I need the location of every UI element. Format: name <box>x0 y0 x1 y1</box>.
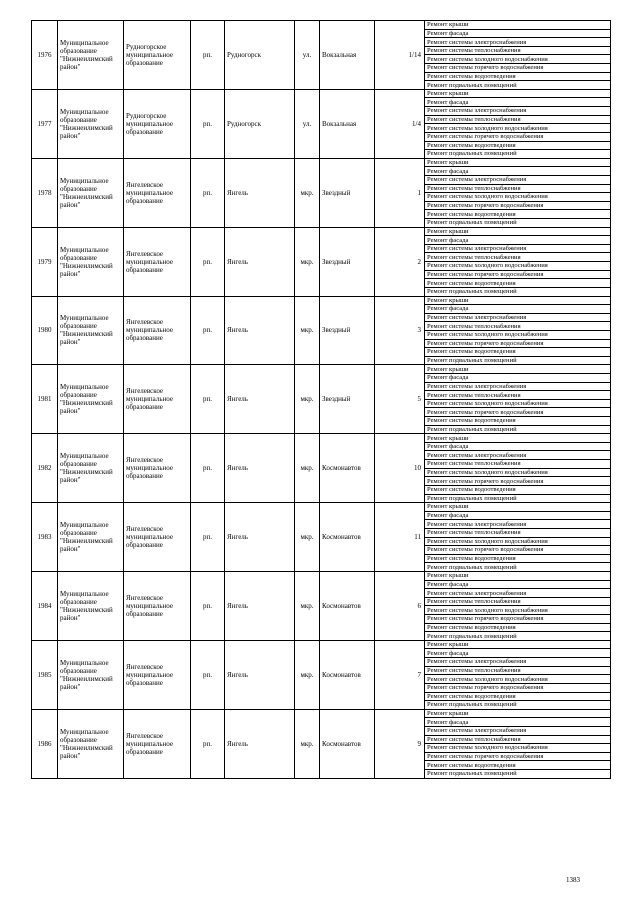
repair-work-cell: Ремонт крыши <box>425 89 611 98</box>
settlement-cell: Янгель <box>225 158 295 227</box>
repair-work-cell: Ремонт системы горячего водоснабжения <box>425 270 611 279</box>
settlement-cell: Янгель <box>225 709 295 778</box>
table-row <box>32 227 611 236</box>
repair-work-cell: Ремонт системы горячего водоснабжения <box>425 408 611 417</box>
repair-work-cell: Ремонт подвальных помещений <box>425 632 611 641</box>
repair-work-cell: Ремонт фасада <box>425 580 611 589</box>
repair-work-cell: Ремонт системы водоотведения <box>425 554 611 563</box>
row-number: 1980 <box>32 296 58 365</box>
repair-work-cell: Ремонт системы холодного водоснабжения <box>425 124 611 133</box>
repair-work-cell: Ремонт фасада <box>425 167 611 176</box>
house-number-cell: 6 <box>375 572 425 641</box>
repair-work-cell: Ремонт системы горячего водоснабжения <box>425 615 611 624</box>
repair-work-cell: Ремонт крыши <box>425 227 611 236</box>
street-type-cell: ул. <box>295 21 320 90</box>
repair-work-cell: Ремонт системы холодного водоснабжения <box>425 675 611 684</box>
street-type-cell: мкр. <box>295 434 320 503</box>
house-number-cell: 2 <box>375 227 425 296</box>
repair-work-cell: Ремонт системы горячего водоснабжения <box>425 339 611 348</box>
municipality-cell: Янгелевское муниципальное образование <box>124 640 191 709</box>
street-cell: Космонавтов <box>320 709 375 778</box>
repair-work-cell: Ремонт системы горячего водоснабжения <box>425 132 611 141</box>
municipality-cell: Рудногорское муниципальное образование <box>124 89 191 158</box>
street-type-cell: мкр. <box>295 572 320 641</box>
repair-work-cell: Ремонт крыши <box>425 640 611 649</box>
settlement-type-cell: рп. <box>191 640 225 709</box>
house-number-cell: 1/4 <box>375 89 425 158</box>
settlement-type-cell: рп. <box>191 296 225 365</box>
repair-work-cell: Ремонт подвальных помещений <box>425 563 611 572</box>
repair-work-cell: Ремонт подвальных помещений <box>425 701 611 710</box>
settlement-type-cell: рп. <box>191 503 225 572</box>
table-row <box>32 434 611 443</box>
house-number-cell: 7 <box>375 640 425 709</box>
repair-work-cell: Ремонт системы теплоснабжения <box>425 528 611 537</box>
repair-work-cell: Ремонт системы водоотведения <box>425 623 611 632</box>
table-row <box>32 158 611 167</box>
repair-work-cell: Ремонт крыши <box>425 572 611 581</box>
repair-work-cell: Ремонт системы теплоснабжения <box>425 460 611 469</box>
table-row <box>32 21 611 30</box>
settlement-cell: Янгель <box>225 227 295 296</box>
row-number: 1986 <box>32 709 58 778</box>
repair-work-cell: Ремонт системы электроснабжения <box>425 658 611 667</box>
repair-work-cell: Ремонт системы холодного водоснабжения <box>425 537 611 546</box>
owner-cell: Муниципальное образование "Нижнеилимский район" <box>58 296 124 365</box>
repair-work-cell: Ремонт крыши <box>425 21 611 30</box>
repair-work-cell: Ремонт системы электроснабжения <box>425 175 611 184</box>
table-row <box>32 296 611 305</box>
repair-work-cell: Ремонт подвальных помещений <box>425 356 611 365</box>
table-row <box>32 709 611 718</box>
house-number-cell: 5 <box>375 365 425 434</box>
table-row <box>32 365 611 374</box>
repair-work-cell: Ремонт подвальных помещений <box>425 150 611 159</box>
repair-schedule-table <box>31 20 611 779</box>
settlement-cell: Янгель <box>225 296 295 365</box>
repair-work-cell: Ремонт системы водоотведения <box>425 210 611 219</box>
settlement-type-cell: рп. <box>191 572 225 641</box>
repair-work-cell: Ремонт системы холодного водоснабжения <box>425 744 611 753</box>
repair-work-cell: Ремонт подвальных помещений <box>425 494 611 503</box>
settlement-cell: Янгель <box>225 640 295 709</box>
page-number: 1383 <box>566 876 580 884</box>
settlement-type-cell: рп. <box>191 89 225 158</box>
settlement-cell: Янгель <box>225 434 295 503</box>
settlement-type-cell: рп. <box>191 158 225 227</box>
municipality-cell: Рудногорское муниципальное образование <box>124 21 191 90</box>
street-type-cell: мкр. <box>295 709 320 778</box>
house-number-cell: 10 <box>375 434 425 503</box>
repair-work-cell: Ремонт фасада <box>425 29 611 38</box>
repair-work-cell: Ремонт системы электроснабжения <box>425 244 611 253</box>
owner-cell: Муниципальное образование "Нижнеилимский район" <box>58 89 124 158</box>
repair-work-cell: Ремонт фасада <box>425 98 611 107</box>
street-cell: Звездный <box>320 227 375 296</box>
settlement-cell: Янгель <box>225 572 295 641</box>
street-cell: Звездный <box>320 296 375 365</box>
repair-work-cell: Ремонт фасада <box>425 305 611 314</box>
row-number: 1976 <box>32 21 58 90</box>
settlement-type-cell: рп. <box>191 365 225 434</box>
repair-work-cell: Ремонт системы теплоснабжения <box>425 597 611 606</box>
row-number: 1977 <box>32 89 58 158</box>
repair-work-cell: Ремонт крыши <box>425 296 611 305</box>
municipality-cell: Янгелевское муниципальное образование <box>124 365 191 434</box>
repair-work-cell: Ремонт системы теплоснабжения <box>425 46 611 55</box>
repair-work-cell: Ремонт системы водоотведения <box>425 72 611 81</box>
street-cell: Космонавтов <box>320 503 375 572</box>
row-number: 1984 <box>32 572 58 641</box>
row-number: 1985 <box>32 640 58 709</box>
repair-work-cell: Ремонт системы электроснабжения <box>425 520 611 529</box>
repair-work-cell: Ремонт крыши <box>425 434 611 443</box>
repair-work-cell: Ремонт системы водоотведения <box>425 417 611 426</box>
repair-work-cell: Ремонт системы водоотведения <box>425 348 611 357</box>
repair-work-cell: Ремонт системы холодного водоснабжения <box>425 468 611 477</box>
repair-work-cell: Ремонт крыши <box>425 365 611 374</box>
owner-cell: Муниципальное образование "Нижнеилимский район" <box>58 434 124 503</box>
repair-work-cell: Ремонт системы теплоснабжения <box>425 322 611 331</box>
row-number: 1978 <box>32 158 58 227</box>
repair-work-cell: Ремонт системы водоотведения <box>425 279 611 288</box>
repair-work-cell: Ремонт системы холодного водоснабжения <box>425 330 611 339</box>
repair-work-cell: Ремонт системы холодного водоснабжения <box>425 399 611 408</box>
repair-work-cell: Ремонт системы водоотведения <box>425 692 611 701</box>
street-cell: Звездный <box>320 158 375 227</box>
house-number-cell: 11 <box>375 503 425 572</box>
street-cell: Космонавтов <box>320 572 375 641</box>
owner-cell: Муниципальное образование "Нижнеилимский район" <box>58 709 124 778</box>
repair-work-cell: Ремонт системы электроснабжения <box>425 107 611 116</box>
repair-work-cell: Ремонт системы электроснабжения <box>425 382 611 391</box>
repair-work-cell: Ремонт системы водоотведения <box>425 485 611 494</box>
repair-work-cell: Ремонт системы горячего водоснабжения <box>425 752 611 761</box>
repair-work-cell: Ремонт системы горячего водоснабжения <box>425 683 611 692</box>
repair-work-cell: Ремонт крыши <box>425 709 611 718</box>
house-number-cell: 3 <box>375 296 425 365</box>
row-number: 1979 <box>32 227 58 296</box>
repair-work-cell: Ремонт системы горячего водоснабжения <box>425 546 611 555</box>
street-cell: Звездный <box>320 365 375 434</box>
repair-work-cell: Ремонт фасада <box>425 649 611 658</box>
table-row <box>32 503 611 512</box>
owner-cell: Муниципальное образование "Нижнеилимский район" <box>58 640 124 709</box>
house-number-cell: 1/14 <box>375 21 425 90</box>
owner-cell: Муниципальное образование "Нижнеилимский район" <box>58 572 124 641</box>
settlement-type-cell: рп. <box>191 709 225 778</box>
repair-work-cell: Ремонт системы электроснабжения <box>425 451 611 460</box>
settlement-cell: Янгель <box>225 365 295 434</box>
municipality-cell: Янгелевское муниципальное образование <box>124 296 191 365</box>
owner-cell: Муниципальное образование "Нижнеилимский район" <box>58 158 124 227</box>
repair-work-cell: Ремонт системы водоотведения <box>425 761 611 770</box>
owner-cell: Муниципальное образование "Нижнеилимский район" <box>58 365 124 434</box>
repair-work-cell: Ремонт системы электроснабжения <box>425 726 611 735</box>
municipality-cell: Янгелевское муниципальное образование <box>124 709 191 778</box>
repair-work-cell: Ремонт фасада <box>425 236 611 245</box>
settlement-cell: Рудногорск <box>225 21 295 90</box>
repair-work-cell: Ремонт системы электроснабжения <box>425 589 611 598</box>
repair-work-cell: Ремонт системы горячего водоснабжения <box>425 64 611 73</box>
repair-work-cell: Ремонт системы теплоснабжения <box>425 391 611 400</box>
street-type-cell: мкр. <box>295 296 320 365</box>
municipality-cell: Янгелевское муниципальное образование <box>124 503 191 572</box>
row-number: 1982 <box>32 434 58 503</box>
repair-work-cell: Ремонт фасада <box>425 511 611 520</box>
street-type-cell: мкр. <box>295 503 320 572</box>
repair-work-cell: Ремонт подвальных помещений <box>425 81 611 90</box>
table-row <box>32 640 611 649</box>
row-number: 1981 <box>32 365 58 434</box>
repair-work-cell: Ремонт системы холодного водоснабжения <box>425 193 611 202</box>
settlement-type-cell: рп. <box>191 227 225 296</box>
owner-cell: Муниципальное образование "Нижнеилимский район" <box>58 227 124 296</box>
repair-work-cell: Ремонт фасада <box>425 442 611 451</box>
municipality-cell: Янгелевское муниципальное образование <box>124 434 191 503</box>
owner-cell: Муниципальное образование "Нижнеилимский район" <box>58 21 124 90</box>
repair-work-cell: Ремонт крыши <box>425 158 611 167</box>
repair-work-cell: Ремонт системы теплоснабжения <box>425 115 611 124</box>
repair-work-cell: Ремонт системы водоотведения <box>425 141 611 150</box>
municipality-cell: Янгелевское муниципальное образование <box>124 158 191 227</box>
repair-work-cell: Ремонт системы горячего водоснабжения <box>425 477 611 486</box>
repair-work-cell: Ремонт фасада <box>425 373 611 382</box>
municipality-cell: Янгелевское муниципальное образование <box>124 227 191 296</box>
house-number-cell: 1 <box>375 158 425 227</box>
settlement-cell: Янгель <box>225 503 295 572</box>
repair-work-cell: Ремонт подвальных помещений <box>425 287 611 296</box>
street-cell: Вокзальная <box>320 89 375 158</box>
street-type-cell: мкр. <box>295 227 320 296</box>
repair-work-cell: Ремонт фасада <box>425 718 611 727</box>
repair-work-cell: Ремонт системы холодного водоснабжения <box>425 606 611 615</box>
repair-work-cell: Ремонт системы холодного водоснабжения <box>425 55 611 64</box>
settlement-cell: Рудногорск <box>225 89 295 158</box>
street-type-cell: ул. <box>295 89 320 158</box>
street-cell: Космонавтов <box>320 640 375 709</box>
repair-work-cell: Ремонт системы холодного водоснабжения <box>425 262 611 271</box>
street-cell: Космонавтов <box>320 434 375 503</box>
house-number-cell: 9 <box>375 709 425 778</box>
row-number: 1983 <box>32 503 58 572</box>
repair-work-cell: Ремонт системы теплоснабжения <box>425 184 611 193</box>
repair-work-cell: Ремонт крыши <box>425 503 611 512</box>
settlement-type-cell: рп. <box>191 434 225 503</box>
repair-work-cell: Ремонт системы электроснабжения <box>425 313 611 322</box>
street-cell: Вокзальная <box>320 21 375 90</box>
table-row <box>32 572 611 581</box>
repair-work-cell: Ремонт системы электроснабжения <box>425 38 611 47</box>
repair-work-cell: Ремонт системы горячего водоснабжения <box>425 201 611 210</box>
repair-work-cell: Ремонт подвальных помещений <box>425 770 611 779</box>
settlement-type-cell: рп. <box>191 21 225 90</box>
street-type-cell: мкр. <box>295 640 320 709</box>
street-type-cell: мкр. <box>295 365 320 434</box>
repair-work-cell: Ремонт системы теплоснабжения <box>425 735 611 744</box>
repair-work-cell: Ремонт системы теплоснабжения <box>425 253 611 262</box>
owner-cell: Муниципальное образование "Нижнеилимский район" <box>58 503 124 572</box>
table-row <box>32 89 611 98</box>
repair-work-cell: Ремонт системы теплоснабжения <box>425 666 611 675</box>
repair-work-cell: Ремонт подвальных помещений <box>425 219 611 228</box>
repair-work-cell: Ремонт подвальных помещений <box>425 425 611 434</box>
municipality-cell: Янгелевское муниципальное образование <box>124 572 191 641</box>
street-type-cell: мкр. <box>295 158 320 227</box>
